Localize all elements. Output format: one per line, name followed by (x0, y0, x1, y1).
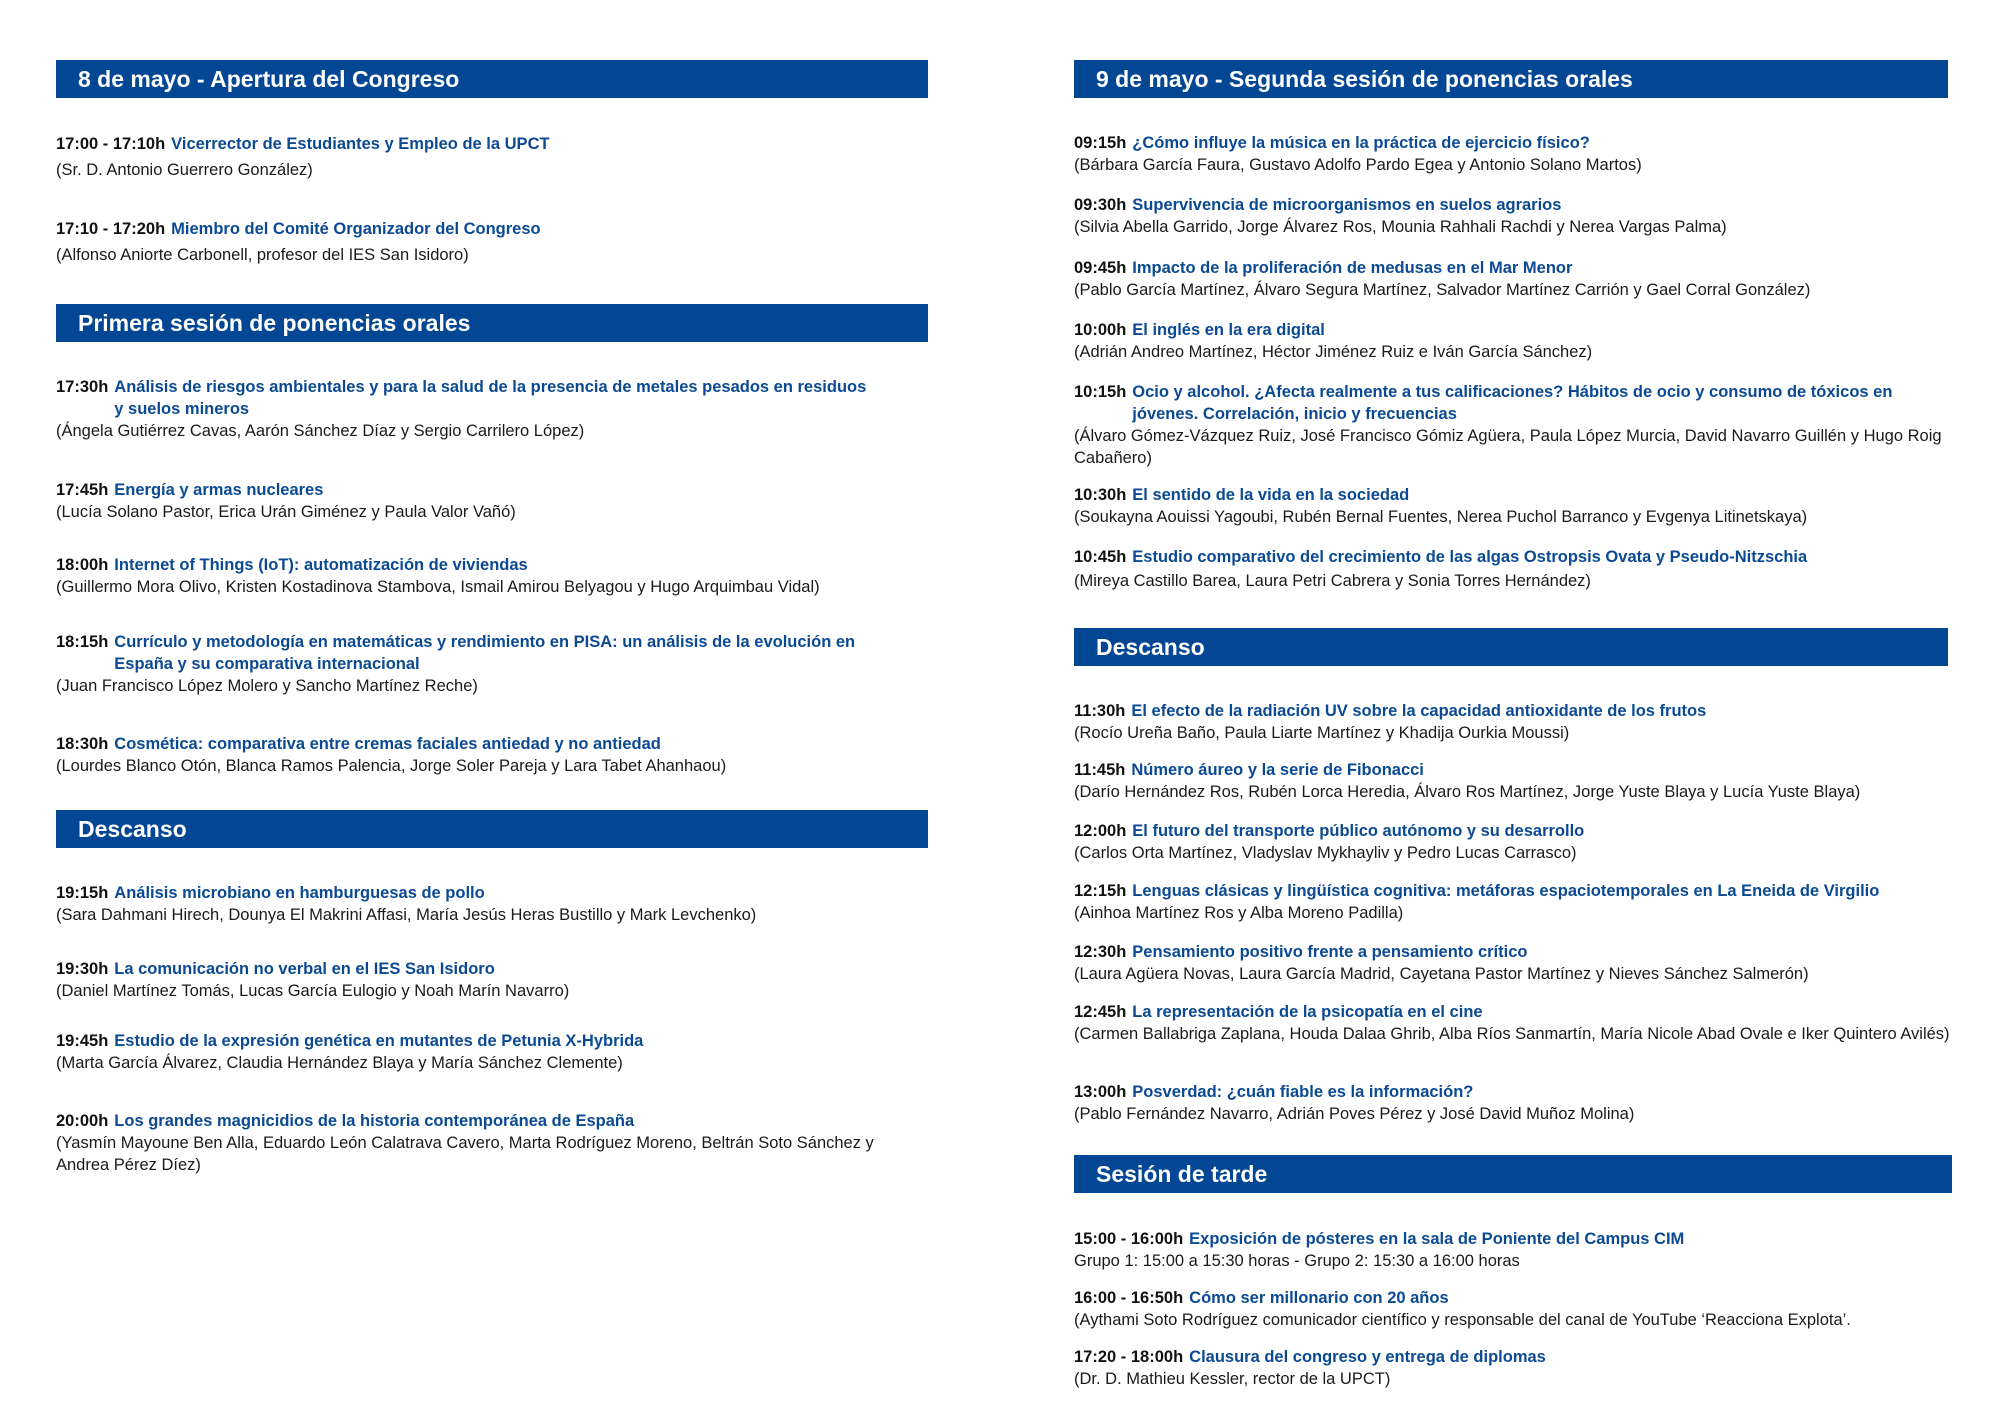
item-time: 09:45h (1074, 259, 1127, 277)
item-authors: (Lucía Solano Pastor, Erica Urán Giménez y Paula Valor Vañó) (56, 503, 516, 521)
schedule-item (1074, 546, 1960, 592)
schedule-item (1074, 194, 1960, 238)
item-authors: (Laura Agüera Novas, Laura García Madrid, Cayetana Pastor Martínez y Nieves Sánchez Salmerón) (1074, 965, 1809, 983)
item-authors: (Yasmín Mayoune Ben Alla, Eduardo León Calatrava Cavero, Marta Rodríguez Moreno, Beltrán Soto Sánchez y Andrea Pérez Díez) (56, 1134, 874, 1174)
item-title: Estudio comparativo del crecimiento de las algas Ostropsis Ovata y Pseudo-Nitzschia (1132, 548, 1808, 566)
item-authors: (Darío Hernández Ros, Rubén Lorca Heredia, Álvaro Ros Martínez, Jorge Yuste Blaya y Lucía Yuste Blaya) (1074, 783, 1861, 801)
item-title: Número áureo y la serie de Fibonacci (1131, 761, 1424, 779)
item-title: Miembro del Comité Organizador del Congreso (171, 220, 541, 238)
schedule-item (56, 479, 928, 523)
item-authors: (Carlos Orta Martínez, Vladyslav Mykhayliv y Pedro Lucas Carrasco) (1074, 844, 1577, 862)
item-authors: (Ainhoa Martínez Ros y Alba Moreno Padilla) (1074, 904, 1404, 922)
item-authors: (Aythami Soto Rodríguez comunicador científico y responsable del canal de YouTube ‘Reacciona Explota’. (1074, 1311, 1851, 1329)
item-time: 18:30h (56, 735, 109, 753)
item-title: La representación de la psicopatía en el cine (1132, 1003, 1483, 1021)
item-time: 20:00h (56, 1112, 109, 1130)
schedule-item (56, 133, 928, 181)
item-time: 11:45h (1074, 761, 1126, 779)
item-time: 09:30h (1074, 196, 1127, 214)
schedule-item (1074, 941, 1960, 985)
schedule-item (56, 631, 928, 697)
item-time: 12:00h (1074, 822, 1127, 840)
item-time: 19:30h (56, 960, 109, 978)
item-title: El futuro del transporte público autónomo y su desarrollo (1132, 822, 1585, 840)
item-authors: (Marta García Álvarez, Claudia Hernández Blaya y María Sánchez Clemente) (56, 1054, 623, 1072)
item-authors: (Daniel Martínez Tomás, Lucas García Eulogio y Noah Marín Navarro) (56, 982, 570, 1000)
item-time: 15:00 - 16:00h (1074, 1230, 1184, 1248)
item-time: 17:30h (56, 378, 109, 396)
item-time: 09:15h (1074, 134, 1127, 152)
section-header-descanso-right: Descanso (1074, 628, 1948, 666)
item-authors: (Juan Francisco López Molero y Sancho Martínez Reche) (56, 677, 478, 695)
item-time: 19:15h (56, 884, 109, 902)
item-authors: (Rocío Ureña Baño, Paula Liarte Martínez y Khadija Ourkia Moussi) (1074, 724, 1570, 742)
item-title: Internet of Things (IoT): automatización de viviendas (114, 556, 528, 574)
schedule-item (1074, 1081, 1960, 1125)
item-authors: (Silvia Abella Garrido, Jorge Álvarez Ros, Mounia Rahhali Rachdi y Nerea Vargas Palma) (1074, 218, 1727, 236)
item-title: Currículo y metodología en matemáticas y rendimiento en PISA: un análisis de la evolución en España y su comparativa internacional (114, 633, 856, 673)
schedule-item (1074, 1287, 1960, 1331)
item-title: Ocio y alcohol. ¿Afecta realmente a tus calificaciones? Hábitos de ocio y consumo de tóxicos en jóvenes. Correlación, inicio y frecuencias (1132, 383, 1893, 423)
item-title: Análisis microbiano en hamburguesas de pollo (114, 884, 485, 902)
item-authors: (Bárbara García Faura, Gustavo Adolfo Pardo Egea y Antonio Solano Martos) (1074, 156, 1642, 174)
item-title: Clausura del congreso y entrega de diplomas (1189, 1348, 1546, 1366)
item-authors: (Carmen Ballabriga Zaplana, Houda Dalaa Ghrib, Alba Ríos Sanmartín, María Nicole Abad Ovale e Iker Quintero Avilés) (1074, 1025, 1950, 1043)
item-authors: (Sr. D. Antonio Guerrero González) (56, 161, 313, 179)
schedule-item (1074, 484, 1960, 528)
section-header-apertura: 8 de mayo - Apertura del Congreso (56, 60, 928, 98)
item-title: Energía y armas nucleares (114, 481, 324, 499)
item-authors: (Pablo García Martínez, Álvaro Segura Martínez, Salvador Martínez Carrión y Gael Corral González) (1074, 281, 1811, 299)
item-authors: (Sara Dahmani Hirech, Dounya El Makrini Affasi, María Jesús Heras Bustillo y Mark Levchenko) (56, 906, 757, 924)
schedule-item (56, 733, 928, 777)
item-title: Vicerrector de Estudiantes y Empleo de la UPCT (171, 135, 550, 153)
item-time: 17:10 - 17:20h (56, 220, 166, 238)
schedule-item (56, 218, 928, 266)
item-title: El inglés en la era digital (1132, 321, 1325, 339)
item-authors: (Ángela Gutiérrez Cavas, Aarón Sánchez Díaz y Sergio Carrilero López) (56, 422, 585, 440)
schedule-item (56, 554, 928, 598)
item-title: La comunicación no verbal en el IES San Isidoro (114, 960, 495, 978)
schedule-item (56, 376, 928, 442)
item-time: 12:15h (1074, 882, 1127, 900)
item-time: 10:00h (1074, 321, 1127, 339)
item-time: 16:00 - 16:50h (1074, 1289, 1184, 1307)
item-time: 11:30h (1074, 702, 1126, 720)
item-authors: (Soukayna Aouissi Yagoubi, Rubén Bernal Fuentes, Nerea Puchol Barranco y Evgenya Litinetskaya) (1074, 508, 1808, 526)
section-header-segunda-sesion: 9 de mayo - Segunda sesión de ponencias orales (1074, 60, 1948, 98)
schedule-item (56, 1030, 928, 1074)
item-title: Supervivencia de microorganismos en suelos agrarios (1132, 196, 1562, 214)
item-time: 12:45h (1074, 1003, 1127, 1021)
item-authors: (Pablo Fernández Navarro, Adrián Poves Pérez y José David Muñoz Molina) (1074, 1105, 1635, 1123)
item-title: ¿Cómo influye la música en la práctica de ejercicio físico? (1132, 134, 1590, 152)
item-time: 17:45h (56, 481, 109, 499)
item-authors: Grupo 1: 15:00 a 15:30 horas - Grupo 2: 15:30 a 16:00 horas (1074, 1252, 1520, 1270)
item-title: Cosmética: comparativa entre cremas faciales antiedad y no antiedad (114, 735, 661, 753)
schedule-item (56, 882, 928, 926)
item-time: 18:00h (56, 556, 109, 574)
schedule-item (56, 958, 928, 1002)
schedule-item (1074, 820, 1960, 864)
item-time: 17:00 - 17:10h (56, 135, 166, 153)
item-title: Impacto de la proliferación de medusas en el Mar Menor (1132, 259, 1573, 277)
item-time: 10:45h (1074, 548, 1127, 566)
schedule-item (1074, 700, 1960, 744)
item-time: 18:15h (56, 633, 109, 651)
item-authors: (Adrián Andreo Martínez, Héctor Jiménez Ruiz e Iván García Sánchez) (1074, 343, 1593, 361)
item-authors: (Mireya Castillo Barea, Laura Petri Cabrera y Sonia Torres Hernández) (1074, 572, 1591, 590)
item-time: 17:20 - 18:00h (1074, 1348, 1184, 1366)
item-time: 10:30h (1074, 486, 1127, 504)
item-time: 12:30h (1074, 943, 1127, 961)
item-authors: (Alfonso Aniorte Carbonell, profesor del IES San Isidoro) (56, 246, 469, 264)
item-title: Cómo ser millonario con 20 años (1189, 1289, 1449, 1307)
section-header-sesion-tarde: Sesión de tarde (1074, 1155, 1952, 1193)
schedule-item (1074, 132, 1960, 176)
schedule-item (1074, 257, 1960, 301)
schedule-item (56, 1110, 928, 1176)
item-time: 13:00h (1074, 1083, 1127, 1101)
item-time: 19:45h (56, 1032, 109, 1050)
schedule-item (1074, 1346, 1960, 1390)
schedule-item (1074, 319, 1960, 363)
schedule-item (1074, 880, 1960, 924)
item-title: Análisis de riesgos ambientales y para la salud de la presencia de metales pesados en residuos y suelos mineros (114, 378, 867, 418)
item-title: Pensamiento positivo frente a pensamiento crítico (1132, 943, 1528, 961)
item-title: Lenguas clásicas y lingüística cognitiva: metáforas espaciotemporales en La Eneida de Virgilio (1132, 882, 1880, 900)
item-time: 10:15h (1074, 383, 1127, 401)
item-authors: (Dr. D. Mathieu Kessler, rector de la UPCT) (1074, 1370, 1391, 1388)
schedule-item (1074, 1001, 1960, 1045)
section-header-primera-sesion: Primera sesión de ponencias orales (56, 304, 928, 342)
item-title: Los grandes magnicidios de la historia contemporánea de España (114, 1112, 635, 1130)
schedule-item (1074, 1228, 1960, 1272)
section-header-descanso-left: Descanso (56, 810, 928, 848)
item-authors: (Lourdes Blanco Otón, Blanca Ramos Palencia, Jorge Soler Pareja y Lara Tabet Ahanhaou) (56, 757, 727, 775)
item-title: El sentido de la vida en la sociedad (1132, 486, 1410, 504)
item-title: El efecto de la radiación UV sobre la capacidad antioxidante de los frutos (1131, 702, 1707, 720)
item-authors: (Guillermo Mora Olivo, Kristen Kostadinova Stambova, Ismail Amirou Belyagou y Hugo Arquimbau Vidal) (56, 578, 820, 596)
item-title: Exposición de pósteres en la sala de Poniente del Campus CIM (1189, 1230, 1685, 1248)
item-title: Estudio de la expresión genética en mutantes de Petunia X-Hybrida (114, 1032, 644, 1050)
item-title: Posverdad: ¿cuán fiable es la información? (1132, 1083, 1474, 1101)
item-authors: (Álvaro Gómez-Vázquez Ruiz, José Francisco Gómiz Agüera, Paula López Murcia, David Navarro Guillén y Hugo Roig Cabañero) (1074, 427, 1942, 467)
schedule-item (1074, 759, 1960, 803)
schedule-item (1074, 381, 1960, 469)
